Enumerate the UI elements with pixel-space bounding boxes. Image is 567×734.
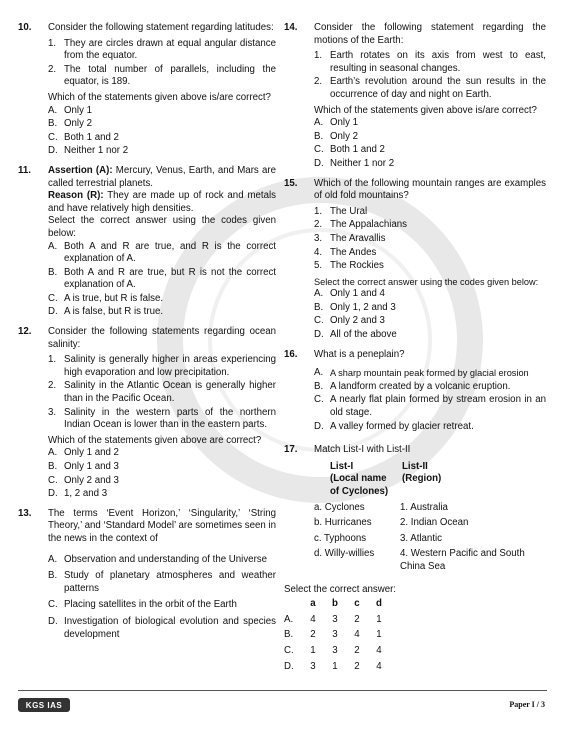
page-number: Paper I / 3 bbox=[509, 700, 545, 709]
question-stem: Consider the following statement regarding the motions of the Earth: bbox=[314, 22, 546, 46]
reason: Reason (R): They are made up of rock and metals and have relatively high densities. bbox=[48, 190, 276, 214]
question-ask: Which of the statements given above is/are correct? bbox=[48, 91, 271, 103]
option-list bbox=[48, 447, 276, 500]
option-b[interactable]: B. Both A and R are true, but R is not the correct explanation of A. bbox=[48, 266, 276, 291]
question-ask: Select the correct answer using the codes given below: bbox=[48, 215, 276, 239]
codes-header: a b c d bbox=[310, 598, 382, 610]
option-b[interactable]: B. Only 1 and 3 bbox=[48, 461, 119, 472]
question-15 bbox=[284, 178, 546, 343]
question-11 bbox=[18, 165, 276, 320]
option-c[interactable]: C. A nearly flat plain formed by stream erosion in an old stage. bbox=[314, 394, 546, 419]
footer-divider bbox=[18, 690, 547, 691]
statement-item: 1. Earth rotates on its axis from west to east, resulting in seasonal changes. bbox=[314, 50, 546, 74]
match-row: a. Cyclones 1. Australia bbox=[314, 501, 448, 513]
statement-item: 3. The Aravallis bbox=[314, 232, 386, 244]
question-number: 12. bbox=[18, 326, 32, 338]
option-b[interactable]: B. Only 1, 2 and 3 bbox=[314, 301, 396, 313]
option-list bbox=[48, 105, 276, 158]
brand-logo: KGS IAS bbox=[18, 698, 70, 712]
statement-item: 2. The total number of parallels, including the equator, is 189. bbox=[48, 63, 276, 88]
option-d[interactable]: D. 3 1 2 4 bbox=[284, 660, 382, 672]
question-number: 11. bbox=[18, 164, 31, 176]
question-17 bbox=[284, 444, 546, 577]
question-stem: Consider the following statement regarding latitudes: bbox=[48, 22, 274, 33]
question-14 bbox=[284, 22, 546, 172]
statement-list bbox=[314, 50, 546, 101]
question-ask: Select the correct answer using the codes given below: bbox=[314, 276, 539, 287]
option-c[interactable]: C. A is true, but R is false. bbox=[48, 292, 164, 304]
left-column bbox=[18, 22, 276, 648]
option-list bbox=[314, 117, 546, 170]
match-row: d. Willy-willies 4. Western Pacific and South China Sea bbox=[314, 548, 525, 572]
option-a[interactable]: A. Only 1 and 4 bbox=[314, 288, 385, 300]
list1-heading: List-I bbox=[330, 460, 354, 472]
statement-item: 5. The Rockies bbox=[314, 260, 384, 272]
question-number: 17. bbox=[284, 444, 298, 456]
question-number: 14. bbox=[284, 22, 298, 33]
question-stem: Consider the following statements regarding ocean salinity: bbox=[48, 326, 276, 350]
question-number: 16. bbox=[284, 348, 298, 360]
question-number: 10. bbox=[18, 22, 32, 33]
option-b[interactable]: B. Only 2 bbox=[48, 118, 92, 130]
statement-item: 2. The Appalachians bbox=[314, 219, 408, 231]
list2-subheading: (Region) bbox=[402, 473, 442, 485]
option-d[interactable]: D. Neither 1 nor 2 bbox=[314, 157, 395, 169]
option-list bbox=[48, 241, 276, 320]
statement-item: 3. Salinity in the western parts of the northern Indian Ocean is lower than in the eastern parts. bbox=[48, 406, 276, 431]
question-12 bbox=[18, 326, 276, 502]
codes-block bbox=[284, 584, 546, 674]
option-d[interactable]: D. Neither 1 nor 2 bbox=[48, 145, 129, 157]
option-list bbox=[314, 288, 546, 341]
question-stem: What is a peneplain? bbox=[314, 348, 405, 360]
option-c[interactable]: C. Only 2 and 3 bbox=[314, 315, 385, 327]
list2-heading: List-II bbox=[402, 460, 428, 472]
option-a[interactable]: A. 4 3 2 1 bbox=[284, 613, 382, 625]
question-stem: The terms ‘Event Horizon,’ ‘Singularity,’ ‘String Theory,’ and ‘Standard Model’ are sometimes seen in the news in the context of bbox=[48, 507, 276, 544]
match-row: b. Hurricanes 2. Indian Ocean bbox=[314, 517, 469, 529]
assertion: Assertion (A): Mercury, Venus, Earth, and Mars are called terrestrial planets. bbox=[48, 164, 276, 189]
statement-item: 1. The Ural bbox=[314, 205, 368, 217]
option-b[interactable]: B. Only 2 bbox=[314, 130, 358, 142]
option-b[interactable]: B. Study of planetary atmospheres and weather patterns bbox=[48, 570, 276, 594]
option-a[interactable]: A. Only 1 bbox=[314, 117, 358, 129]
question-10 bbox=[18, 22, 276, 159]
question-stem: Match List-I with List-II bbox=[314, 444, 411, 456]
option-c[interactable]: C. Only 2 and 3 bbox=[48, 474, 119, 486]
option-c[interactable]: C. Both 1 and 2 bbox=[314, 144, 385, 156]
option-c[interactable]: C. 1 3 2 4 bbox=[284, 644, 382, 656]
statement-item: 2. Salinity in the Atlantic Ocean is generally higher than in the Pacific Ocean. bbox=[48, 380, 276, 405]
statement-item: 1. Salinity is generally higher in areas experiencing high evaporation and low precipitation. bbox=[48, 354, 276, 378]
statement-list bbox=[48, 354, 276, 432]
option-d[interactable]: D. All of the above bbox=[314, 329, 397, 341]
statement-item: 2. Earth’s revolution around the sun results in the occurrence of day and night on Earth. bbox=[314, 76, 546, 100]
option-c[interactable]: C. Both 1 and 2 bbox=[48, 131, 119, 143]
question-13 bbox=[18, 508, 276, 642]
option-a[interactable]: A. Only 1 bbox=[48, 104, 92, 116]
option-b[interactable]: B. 2 3 4 1 bbox=[284, 629, 382, 641]
option-list bbox=[314, 367, 546, 433]
statement-list bbox=[314, 206, 546, 273]
match-row: c. Typhoons 3. Atlantic bbox=[314, 532, 443, 544]
statement-item: 4. The Andes bbox=[314, 246, 377, 258]
list1-subheading: (Local name of Cyclones) bbox=[330, 473, 389, 497]
option-d[interactable]: D. Investigation of biological evolution and species development bbox=[48, 615, 276, 640]
option-list bbox=[48, 554, 276, 642]
match-table-header bbox=[314, 461, 546, 499]
statement-item: 1. They are circles drawn at equal angular distance from the equator. bbox=[48, 37, 276, 62]
option-c[interactable]: C. Placing satellites in the orbit of the Earth bbox=[48, 599, 237, 611]
right-column bbox=[284, 22, 546, 676]
question-ask: Which of the statements given above are correct? bbox=[48, 434, 262, 446]
match-table bbox=[314, 461, 546, 574]
option-a[interactable]: A. Both A and R are true, and R is the correct explanation of A. bbox=[48, 240, 276, 265]
option-d[interactable]: D. A valley formed by glacier retreat. bbox=[314, 420, 474, 432]
question-ask: Which of the statements given above is/are correct? bbox=[314, 104, 537, 116]
option-a[interactable]: A. Observation and understanding of the Universe bbox=[48, 553, 268, 565]
question-ask: Select the correct answer: bbox=[284, 583, 396, 595]
question-number: 15. bbox=[284, 177, 298, 189]
option-a[interactable]: A. Only 1 and 2 bbox=[48, 447, 119, 459]
option-b[interactable]: B. A landform created by a volcanic eruption. bbox=[314, 380, 511, 392]
question-number: 13. bbox=[18, 507, 32, 519]
question-16 bbox=[284, 349, 546, 435]
option-d[interactable]: D. 1, 2 and 3 bbox=[48, 488, 108, 500]
question-stem: Which of the following mountain ranges are examples of old fold mountains? bbox=[314, 177, 546, 202]
option-d[interactable]: D. A is false, but R is true. bbox=[48, 306, 164, 318]
statement-list bbox=[48, 38, 276, 89]
option-a[interactable]: A. A sharp mountain peak formed by glacial erosion bbox=[314, 367, 529, 379]
